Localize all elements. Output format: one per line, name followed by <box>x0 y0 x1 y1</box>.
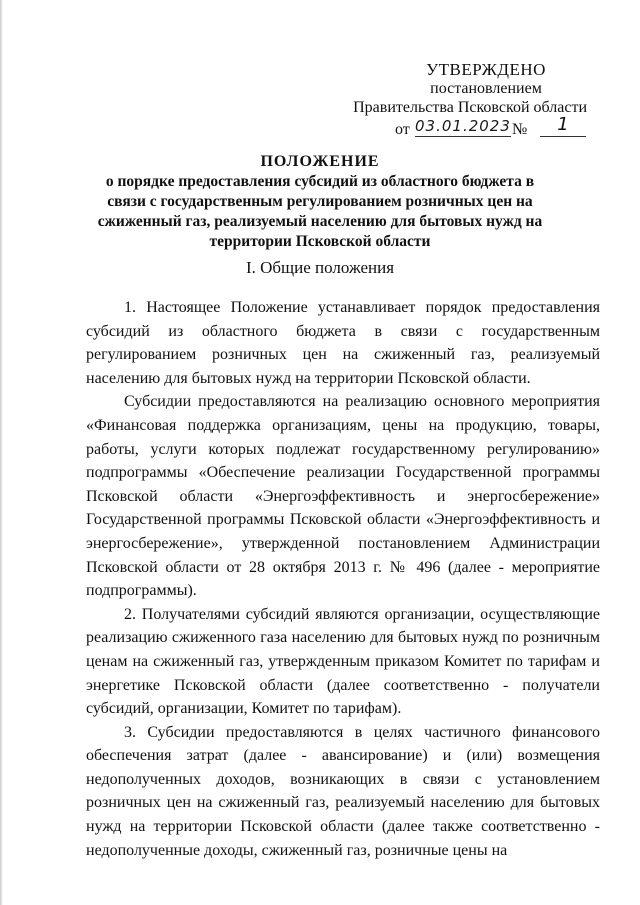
approval-from-label: от <box>395 121 410 138</box>
approval-number-label: № <box>512 121 528 138</box>
document-title <box>90 152 550 252</box>
approval-block <box>350 60 600 140</box>
document-subtitle: о порядке предоставления субсидий из областного бюджета в связи с государственным регулированием розничных цен на сжиженный газ, реализуемый населению для бытовых нужд на территории Псковской области <box>97 173 543 250</box>
approval-line-government: Правительства Псковской области <box>353 99 587 116</box>
handwritten-date: 03.01.2023 <box>415 117 511 135</box>
document-heading: ПОЛОЖЕНИЕ <box>260 153 380 170</box>
page-edge <box>0 0 3 905</box>
approval-date-number <box>350 114 600 140</box>
document-body <box>86 296 600 862</box>
paragraph: 1. Настоящее Положение устанавливает порядок предоставления субсидий из областного бюджета в связи с государственным регулированием розничных цен на сжиженный газ, реализуемый населению для бытовых нужд на территории Псковской области. <box>86 299 600 387</box>
section-title: I. Общие положения <box>245 258 395 277</box>
approval-line-resolution: постановлением <box>430 80 542 97</box>
paragraph: Субсидии предоставляются на реализацию основного мероприятия «Финансовая поддержка организациям, цены на продукцию, товары, работы, услуги которых подлежат государственному регулированию» подпрограммы «Обеспечение реализации Государственной программы Псковской области «Энергоэффективность и энергосбережение» Государственной программы Псковской области «Энергоэффективность и энергосбережение», утвержденной постановлением Администрации Псковской области от 28 октября 2013 г. № 496 (далее - мероприятие подпрограммы). <box>86 393 600 600</box>
paragraph: 2. Получателями субсидий являются организации, осуществляющие реализацию сжиженного газа населению для бытовых нужд по розничным ценам на сжиженный газ, утвержденным приказом Комитет по тарифам и энергетике Псковской области (далее соответственно - получатели субсидий, организации, Комитет по тарифам). <box>86 605 600 718</box>
approval-title: УТВЕРЖДЕНО <box>426 60 546 79</box>
paragraph: 3. Субсидии предоставляются в целях частичного финансового обеспечения затрат (далее - авансирование) и (или) возмещения недополученных доходов, возникающих в связи с установлением розничных цен на сжиженный газ, реализуемый населению для бытовых нужд на территории Псковской области (далее также соответственно - недополученные доходы, сжиженный газ, розничные цены на <box>86 723 600 859</box>
handwritten-number: 1 <box>540 114 586 137</box>
